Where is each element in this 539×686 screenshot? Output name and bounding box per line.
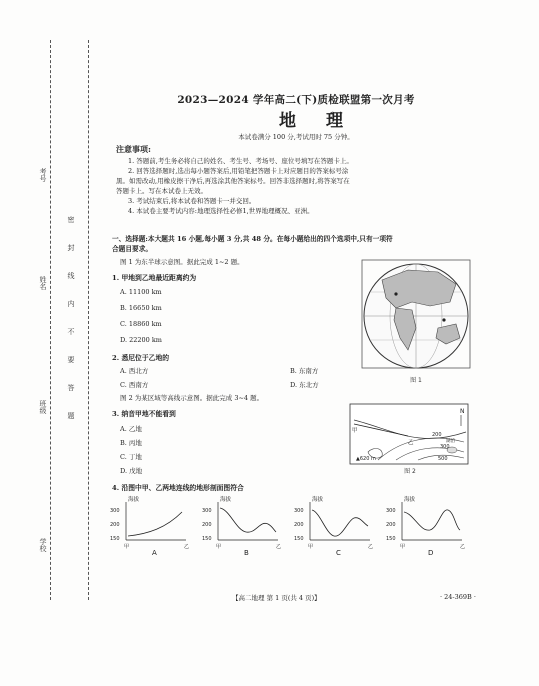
profile-axis-label: 海拔 [404, 497, 416, 503]
section-heading-cont: 合题目要求。 [112, 245, 153, 253]
binding-label-name: 姓名 [39, 276, 47, 290]
profile-letter: D [428, 549, 434, 556]
contour-label-500: 500 [438, 456, 448, 462]
profile-tick: 200 [110, 522, 120, 528]
seal-char: 内 [67, 300, 75, 307]
q4-stem: 4. 沿图中甲、乙两地连线的地形剖面图符合 [112, 484, 244, 492]
note-line: 2. 回答选择题时,选出每小题答案后,用铅笔把答题卡上对应题目的答案标号涂 [128, 167, 349, 175]
profile-letter: B [244, 549, 249, 556]
q3-intro: 图 2 为某区域等高线示意图。据此完成 3~4 题。 [120, 394, 264, 402]
figure-1-hemisphere-map [360, 258, 472, 386]
profile-axis-label: 海拔 [128, 497, 140, 503]
profile-tick: 200 [386, 522, 396, 528]
q1-option-a: A. 11100 km [120, 288, 162, 296]
q1-stem: 1. 甲地到乙地最近距离约为 [112, 274, 197, 282]
profile-start: 甲 [216, 544, 222, 550]
profile-start: 甲 [124, 544, 130, 550]
point-yi-label: 乙 [408, 440, 414, 446]
profile-tick: 150 [294, 536, 304, 542]
q2-option-b: B. 东南方 [290, 367, 319, 375]
footer-page-info: 【高二地理 第 1 页(共 4 页)】 [232, 594, 321, 602]
figure-2-contour-map [348, 402, 472, 476]
profile-option-b [200, 494, 286, 556]
note-line: 3. 考试结束后,将本试卷和答题卡一并交回。 [128, 197, 256, 205]
subject-title: 地理 [279, 111, 373, 131]
exam-title: 2023—2024 学年高二(下)质检联盟第一次月考 [177, 94, 415, 106]
profile-tick: 300 [294, 508, 304, 514]
q2-option-d: D. 东北方 [290, 381, 319, 389]
footer-code: · 24-369B · [440, 593, 476, 601]
profile-option-a [108, 494, 194, 556]
seal-char: 题 [67, 412, 75, 419]
profile-tick: 150 [110, 536, 120, 542]
profile-tick: 150 [202, 536, 212, 542]
profile-end: 乙 [368, 544, 374, 550]
seal-char: 答 [67, 384, 75, 391]
north-arrow-label: N [460, 408, 465, 415]
profile-letter: A [152, 549, 157, 556]
figure-1-caption: 图 1 [410, 377, 422, 384]
figure-2-caption: 图 2 [404, 468, 416, 475]
seal-char: 密 [67, 216, 75, 223]
q3-option-a: A. 乙地 [120, 425, 142, 433]
binding-line-inner [88, 40, 89, 600]
seal-char: 不 [67, 328, 75, 335]
binding-label-class: 班级 [39, 400, 47, 414]
notes-heading: 注意事项: [116, 144, 151, 154]
profile-option-d [384, 494, 470, 556]
q3-stem: 3. 纳音甲地不能看到 [112, 410, 176, 418]
profile-end: 乙 [460, 544, 466, 550]
q3-option-d: D. 戊地 [120, 467, 143, 475]
profile-letter: C [336, 549, 341, 556]
q1-option-c: C. 18860 km [120, 320, 162, 328]
note-line: 黑。如需改动,用橡皮擦干净后,再选涂其他答案标号。回答非选择题时,将答案写在 [116, 177, 350, 185]
q3-option-c: C. 丁地 [120, 453, 142, 461]
profile-tick: 200 [202, 522, 212, 528]
q3-option-b: B. 丙地 [120, 439, 142, 447]
profile-tick: 150 [386, 536, 396, 542]
section-heading: 一、选择题:本大题共 16 小题,每小题 3 分,共 48 分。在每小题给出的四个选项中,只有一项符 [112, 235, 393, 243]
q2-option-a: A. 西北方 [120, 367, 149, 375]
q2-option-c: C. 西南方 [120, 381, 149, 389]
profile-end: 乙 [276, 544, 282, 550]
q2-stem: 2. 悉尼位于乙地的 [112, 354, 170, 362]
profile-start: 甲 [308, 544, 314, 550]
q1-option-b: B. 16650 km [120, 304, 162, 312]
profile-axis-label: 海拔 [312, 497, 324, 503]
seal-char: 要 [67, 356, 75, 363]
seal-char: 线 [67, 272, 75, 279]
profile-axis-label: 海拔 [220, 497, 232, 503]
note-line: 答题卡上。写在本试卷上无效。 [116, 187, 207, 195]
lake-label: 湖泊 [446, 439, 455, 444]
profile-tick: 200 [294, 522, 304, 528]
point-jia-label: 甲 [352, 428, 358, 434]
q1-intro: 图 1 为东半球示意图。据此完成 1~2 题。 [120, 258, 244, 266]
profile-end: 乙 [184, 544, 190, 550]
profile-tick: 300 [110, 508, 120, 514]
seal-char: 封 [67, 244, 75, 251]
binding-line-outer [50, 40, 51, 600]
profile-tick: 300 [386, 508, 396, 514]
binding-label-exam-number: 考号 [39, 168, 47, 182]
note-line: 4. 本试卷主要考试内容:地理选择性必修1,世界地理概况、亚洲。 [128, 207, 314, 215]
profile-tick: 300 [202, 508, 212, 514]
note-line: 1. 答题前,考生务必将自己的姓名、考生号、考场号、座位号填写在答题卡上。 [128, 157, 353, 165]
profile-option-c [292, 494, 378, 556]
profile-start: 甲 [400, 544, 406, 550]
contour-label-200: 200 [432, 432, 442, 438]
q1-option-d: D. 22200 km [120, 336, 162, 344]
contour-label-300: 300 [440, 444, 450, 450]
peak-label: ▲620 m [356, 456, 376, 462]
exam-meta: 本试卷满分 100 分,考试用时 75 分钟。 [238, 133, 354, 141]
binding-label-school: 学校 [39, 538, 47, 552]
